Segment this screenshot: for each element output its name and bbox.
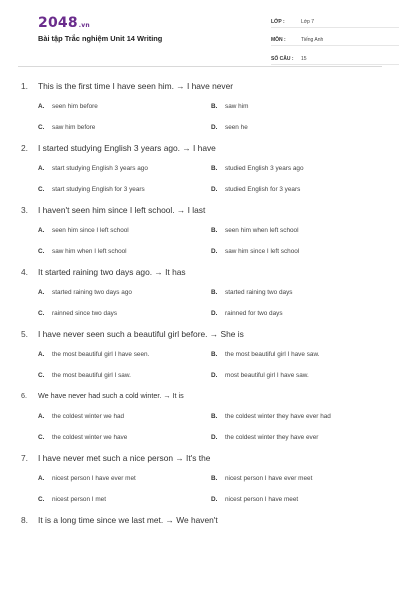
question-text xyxy=(18,329,382,341)
answer-option[interactable] xyxy=(211,248,384,257)
option-letter: C. xyxy=(38,248,45,255)
answer-option[interactable] xyxy=(38,372,211,381)
question-text xyxy=(18,391,382,403)
option-letter: D. xyxy=(211,434,218,441)
question-list xyxy=(18,68,382,527)
option-letter: C. xyxy=(38,310,45,317)
answer-options xyxy=(18,475,382,505)
option-text: saw him when I left school xyxy=(52,248,127,255)
question-item xyxy=(18,81,382,133)
answer-option[interactable] xyxy=(38,413,211,422)
question-prompt: It started raining two days ago. → It has xyxy=(38,267,186,277)
option-text: saw him before xyxy=(52,124,96,131)
logo-suffix: .vn xyxy=(78,22,90,29)
answer-option[interactable] xyxy=(211,227,384,236)
answer-option[interactable] xyxy=(38,434,211,443)
option-letter: A. xyxy=(38,475,45,482)
option-letter: B. xyxy=(211,227,218,234)
option-text: seen him since I left school xyxy=(52,227,129,234)
meta-value: Tiếng Anh xyxy=(301,37,324,43)
question-item xyxy=(18,205,382,257)
answer-option[interactable] xyxy=(38,186,211,195)
header xyxy=(18,0,382,68)
answer-option[interactable] xyxy=(211,351,384,360)
option-text: the coldest winter they have ever had xyxy=(225,413,331,420)
question-text xyxy=(18,205,382,217)
option-text: the most beautiful girl I have seen. xyxy=(52,351,150,358)
meta-label: LỚP : xyxy=(271,18,285,25)
question-text xyxy=(18,515,382,527)
question-number: 2. xyxy=(21,143,28,153)
answer-option[interactable] xyxy=(211,289,384,298)
meta-label: SỐ CÂU : xyxy=(271,55,294,62)
option-letter: C. xyxy=(38,496,45,503)
option-text: nicest person I have ever meet xyxy=(225,475,313,482)
answer-option[interactable] xyxy=(38,475,211,484)
question-number: 5. xyxy=(21,329,28,339)
option-letter: C. xyxy=(38,124,45,131)
option-text: the coldest winter we had xyxy=(52,413,125,420)
question-prompt: I haven't seen him since I left school. → I last xyxy=(38,205,206,215)
option-letter: A. xyxy=(38,165,45,172)
answer-options xyxy=(18,165,382,195)
option-text: the most beautiful girl I saw. xyxy=(52,372,131,379)
option-letter: B. xyxy=(211,103,218,110)
answer-option[interactable] xyxy=(211,413,384,422)
question-prompt: I have never seen such a beautiful girl before. → She is xyxy=(38,329,244,339)
option-text: saw him xyxy=(225,103,249,110)
answer-option[interactable] xyxy=(211,103,384,112)
question-item xyxy=(18,515,382,527)
answer-option[interactable] xyxy=(38,165,211,174)
option-text: studied English 3 years ago xyxy=(225,165,304,172)
option-letter: B. xyxy=(211,413,218,420)
meta-value: Lớp 7 xyxy=(301,18,315,25)
meta-row-subject xyxy=(271,33,399,47)
answer-option[interactable] xyxy=(211,124,384,133)
answer-options xyxy=(18,227,382,257)
option-letter: B. xyxy=(211,475,218,482)
option-text: nicest person I met xyxy=(52,496,106,503)
option-text: start studying English for 3 years xyxy=(52,186,145,193)
question-number: 6. xyxy=(21,391,27,400)
header-divider xyxy=(18,66,382,67)
question-item xyxy=(18,453,382,505)
question-number: 3. xyxy=(21,205,28,215)
option-letter: A. xyxy=(38,227,45,234)
option-text: rainned since two days xyxy=(52,310,118,317)
option-letter: D. xyxy=(211,372,218,379)
meta-row-class xyxy=(271,14,399,28)
answer-option[interactable] xyxy=(211,496,384,505)
option-letter: A. xyxy=(38,413,45,420)
option-letter: A. xyxy=(38,351,45,358)
question-item xyxy=(18,143,382,195)
answer-options xyxy=(18,413,382,443)
answer-option[interactable] xyxy=(38,351,211,360)
answer-options xyxy=(18,103,382,133)
option-text: rainned for two days xyxy=(225,310,283,317)
option-text: started raining two days ago xyxy=(52,289,132,296)
question-text xyxy=(18,143,382,155)
question-text xyxy=(18,81,382,93)
question-number: 1. xyxy=(21,81,28,91)
document-title: Bài tập Trắc nghiệm Unit 14 Writing xyxy=(38,34,163,43)
answer-options xyxy=(18,289,382,319)
question-text xyxy=(18,267,382,279)
option-letter: D. xyxy=(211,248,218,255)
option-text: the coldest winter they have ever xyxy=(225,434,319,441)
answer-option[interactable] xyxy=(38,310,211,319)
logo-main: 2048 xyxy=(38,15,78,31)
option-text: seen he xyxy=(225,124,248,131)
answer-option[interactable] xyxy=(211,186,384,195)
answer-option[interactable] xyxy=(38,248,211,257)
option-letter: B. xyxy=(211,289,218,296)
option-letter: C. xyxy=(38,186,45,193)
option-letter: A. xyxy=(38,289,45,296)
option-text: start studying English 3 years ago xyxy=(52,165,148,172)
logo[interactable] xyxy=(38,15,90,31)
option-text: seen him when left school xyxy=(225,227,299,234)
option-letter: A. xyxy=(38,103,45,110)
option-letter: D. xyxy=(211,186,218,193)
option-text: nicest person I have ever met xyxy=(52,475,136,482)
answer-option[interactable] xyxy=(211,372,384,381)
answer-option[interactable] xyxy=(38,227,211,236)
option-letter: D. xyxy=(211,310,218,317)
answer-option[interactable] xyxy=(211,475,384,484)
answer-options xyxy=(18,351,382,381)
option-text: the most beautiful girl I have saw. xyxy=(225,351,320,358)
option-letter: D. xyxy=(211,124,218,131)
question-prompt: I have never met such a nice person → It's the xyxy=(38,453,211,463)
answer-option[interactable] xyxy=(38,496,211,505)
question-item xyxy=(18,329,382,381)
option-text: most beautiful girl I have saw. xyxy=(225,372,309,379)
question-number: 8. xyxy=(21,515,28,525)
answer-option[interactable] xyxy=(38,124,211,133)
option-text: seen him before xyxy=(52,103,98,110)
question-item xyxy=(18,267,382,319)
question-prompt: This is the first time I have seen him. → I have never xyxy=(38,81,234,91)
question-prompt: We have never had such a cold winter. → It is xyxy=(38,391,184,400)
meta-label: MÔN : xyxy=(271,37,286,43)
option-text: the coldest winter we have xyxy=(52,434,128,441)
question-number: 7. xyxy=(21,453,28,463)
answer-option[interactable] xyxy=(211,434,384,443)
answer-option[interactable] xyxy=(211,310,384,319)
question-number: 4. xyxy=(21,267,28,277)
question-prompt: I started studying English 3 years ago. → I have xyxy=(38,143,216,153)
option-text: studied English for 3 years xyxy=(225,186,301,193)
option-text: started raining two days xyxy=(225,289,293,296)
answer-option[interactable] xyxy=(38,289,211,298)
answer-option[interactable] xyxy=(38,103,211,112)
question-prompt: It is a long time since we last met. → We haven't xyxy=(38,515,218,525)
meta-info xyxy=(271,14,399,70)
meta-value: 15 xyxy=(301,55,307,62)
option-text: nicest person I have meet xyxy=(225,496,299,503)
option-letter: B. xyxy=(211,165,218,172)
answer-option[interactable] xyxy=(211,165,384,174)
option-text: saw him since I left school xyxy=(225,248,300,255)
option-letter: D. xyxy=(211,496,218,503)
option-letter: C. xyxy=(38,372,45,379)
question-item xyxy=(18,391,382,443)
option-letter: B. xyxy=(211,351,218,358)
option-letter: C. xyxy=(38,434,45,441)
meta-row-count xyxy=(271,51,399,65)
question-text xyxy=(18,453,382,465)
